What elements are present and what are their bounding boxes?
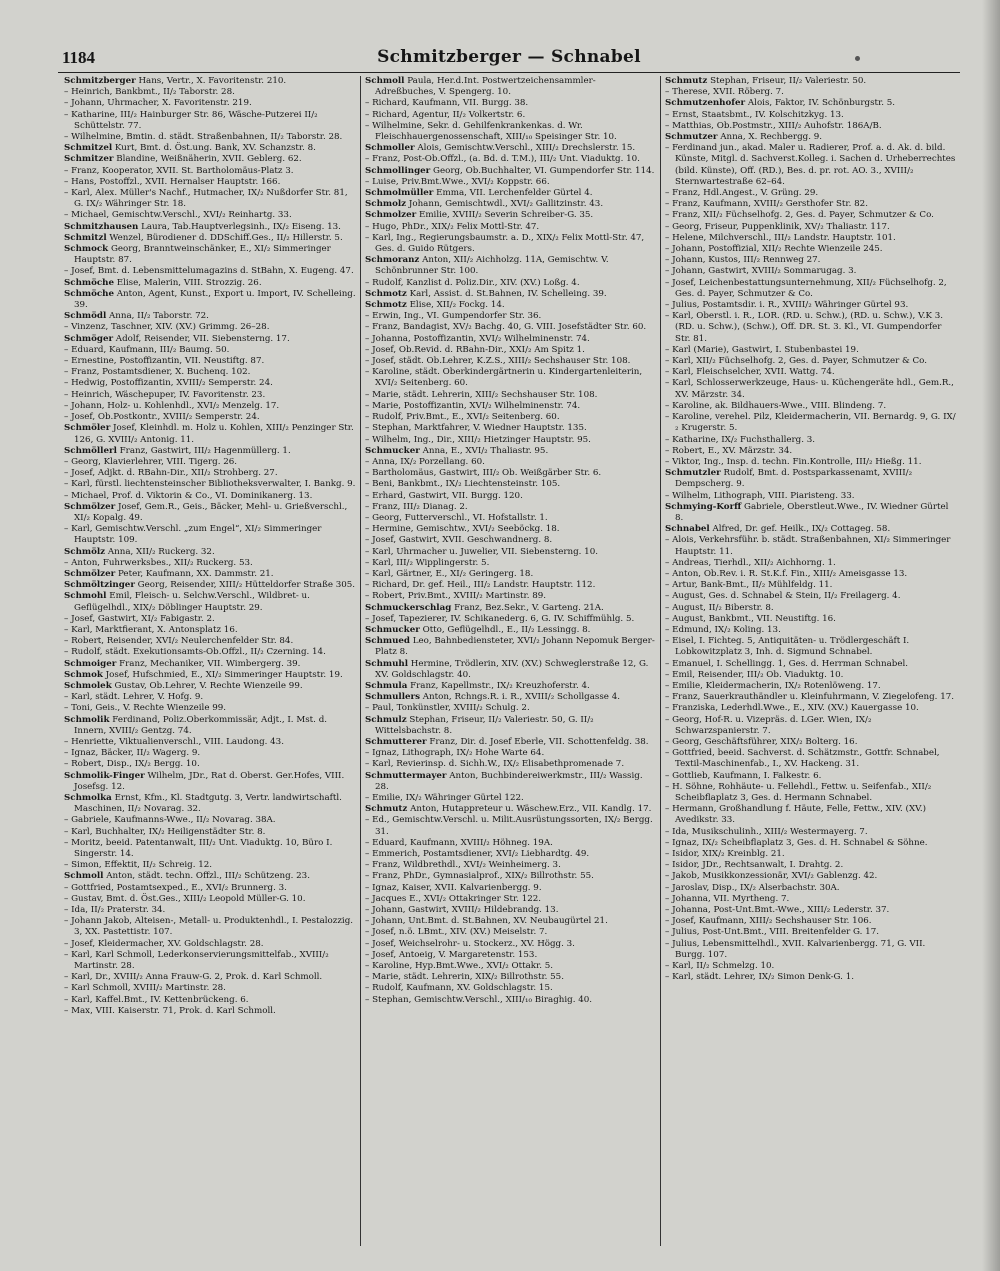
directory-entry: – Ignaz, IX/₂ Scheibflaplatz 3, Ges. d. H. Schnabel & Söhne.	[665, 837, 928, 848]
directory-entry: – Josef, Gastwirt, XVII. Geschwandnerg. 8.	[365, 535, 553, 546]
directory-entry: – Franz, III/₂ Dianag. 2.	[365, 501, 468, 512]
directory-entry: Schmoller Alois, Gemischtw.Verschl., XIII/₂ Drechslerstr. 15.	[365, 143, 636, 154]
directory-entry: – Karl, Uhrmacher u. Juwelier, VII. Siebensterng. 10.	[365, 546, 598, 557]
directory-entry: – Henriette, Viktualienverschl., VIII. Laudong. 43.	[64, 736, 284, 747]
directory-entry: – Karoline, ak. Bildhauers-Wwe., VIII. Blindeng. 7.	[665, 400, 887, 411]
directory-entry: Schmöger Adolf, Reisender, VII. Siebensterng. 17.	[64, 333, 290, 344]
directory-entry: – Johann, Gastwirt, XVIII/₂ Hildebrandg. 13.	[365, 905, 559, 916]
directory-entry: – Karl, XII/₂ Füchselhofg. 2, Ges. d. Payer, Schmutzer & Co.	[665, 356, 927, 367]
surname: Schmohl	[64, 591, 107, 602]
directory-entry: Schmucker Anna, E., XVI/₂ Thaliastr. 95.	[365, 445, 549, 456]
directory-entry: Schmutzenhofer Alois, Faktor, IV. Schönburgstr. 5.	[665, 98, 896, 109]
directory-entry: – Karl, Revierinsp. d. Sichh.W., IX/₂ Elisabethpromenade 7.	[365, 759, 625, 770]
directory-entry: – Ed., Gemischtw.Verschl. u. Milit.Ausrüstungssorten, IX/₂ Bergg. 31.	[365, 815, 653, 837]
directory-entry: – Michael, Gemischtw.Verschl., XVI/₂ Reinhartg. 33.	[64, 210, 292, 221]
directory-entry: – Josef, Ob.Revid. d. RBahn-Dir., XXI/₂ Am Spitz 1.	[365, 344, 585, 355]
surname: Schmying-Korff	[665, 501, 742, 512]
directory-entry: – Robert, Disp., IX/₂ Bergg. 10.	[64, 759, 200, 770]
directory-entry: – Katharine, III/₂ Hainburger Str. 86, Wäsche-Putzerei II/₂ Schüttelstr. 77.	[64, 109, 318, 131]
directory-entry: Schmohl Emil, Fleisch- u. Selchw.Verschl., Wildbret- u. Geflügelhdl., XIX/₂ Döblinger Hauptstr. 29.	[64, 591, 310, 613]
directory-entry: – Johann, Holz- u. Kohlenhdl., XVI/₂ Menzelg. 17.	[64, 400, 280, 411]
directory-entry: – Rudolf, Kanzlist d. Poliz.Dir., XIV. (XV.) Loßg. 4.	[365, 277, 580, 288]
directory-entry: Schmödl Anna, II/₂ Taborstr. 72.	[64, 311, 209, 322]
surname: Schmoll	[64, 871, 104, 882]
surname: Schmitzl	[64, 232, 107, 243]
surname: Schmuttermayer	[365, 770, 447, 781]
directory-entry: – Karl, II/₂ Schmelzg. 10.	[665, 961, 775, 972]
directory-entry: Schmolek Gustav, Ob.Lehrer, V. Rechte Wienzeile 99.	[64, 680, 303, 691]
directory-entry: – Karl, Gemischtw.Verschl. „zum Engel“, XI/₂ Simmeringer Hauptstr. 109.	[64, 524, 322, 546]
surname: Schmödl	[64, 311, 107, 322]
directory-entry: – Andreas, Tierhdl., XII/₂ Aichhorng. 1.	[665, 557, 836, 568]
directory-entry: Schmutzler Rudolf, Bmt. d. Postsparkassenamt, XVIII/₂ Dempscherg. 9.	[665, 468, 913, 490]
surname: Schmitzer	[64, 154, 114, 165]
directory-entry: – Erhard, Gastwirt, VII. Burgg. 120.	[365, 490, 523, 501]
surname: Schmolmüller	[365, 188, 434, 199]
directory-entry: Schmitzel Kurt, Bmt. d. Öst.ung. Bank, XV. Schanzstr. 8.	[64, 143, 316, 154]
page-number: 1184	[62, 48, 96, 67]
directory-entry: – Heinrich, Wäschepuper, IV. Favoritenstr. 23.	[64, 389, 266, 400]
surname: Schmolz	[365, 199, 407, 210]
directory-entry: – Anton, Ob.Rev. i. R. St.K.f. Fin., XIII/₂ Ameisgasse 13.	[665, 568, 908, 579]
directory-entry: – Robert, Priv.Bmt., XVIII/₂ Martinstr. 89.	[365, 591, 547, 602]
surname: Schmullers	[365, 692, 420, 703]
directory-entry: Schmued Leo, Bahnbediensteter, XVI/₂ Johann Nepomuk Berger-Platz 8.	[365, 636, 655, 658]
directory-entry: – Paul, Tonkünstler, XVIII/₂ Schulg. 2.	[365, 703, 530, 714]
directory-entry: – Josef, Ob.Postkontr., XVIII/₂ Semperstr. 24.	[64, 412, 260, 423]
directory-entry: – Karl, Schlosserwerkzeuge, Haus- u. Küchengeräte hdl., Gem.R., XV. Märzstr. 34.	[665, 378, 954, 400]
directory-entry: Schmoll Anton, städt. techn. Offzl., III/₂ Schützeng. 23.	[64, 871, 310, 882]
surname: Schmolzer	[365, 210, 417, 221]
directory-entry: Schnabel Alfred, Dr. gef. Heilk., IX/₂ Cottageg. 58.	[665, 524, 891, 535]
directory-entry: Schmuckerschlag Franz, Bez.Sekr., V. Garteng. 21A.	[365, 602, 604, 613]
surname: Schmotz	[365, 288, 407, 299]
directory-entry: – Therese, XVII. Röberg. 7.	[665, 87, 784, 98]
directory-entry: – Karl, städt. Lehrer, IX/₂ Simon Denk-G. 1.	[665, 972, 854, 983]
directory-entry: – Stephan, Marktfahrer, V. Wiedner Hauptstr. 135.	[365, 423, 587, 434]
directory-entry: – Franz, Post-Ob.Offzl., (a. Bd. d. T.M.), III/₂ Unt. Viaduktg. 10.	[365, 154, 640, 165]
directory-entry: – Karl, Marktfierant, X. Antonsplatz 16.	[64, 624, 238, 635]
directory-entry: Schmölzer Peter, Kaufmann, XX. Dammstr. 21.	[64, 568, 274, 579]
directory-entry: – Jacques E., XVI/₂ Ottakringer Str. 122.	[365, 893, 542, 904]
surname: Schmölzer	[64, 501, 116, 512]
directory-entry: – Julius, Post-Unt.Bmt., VIII. Breitenfelder G. 17.	[665, 927, 879, 938]
surname: Schmoller	[365, 143, 415, 154]
directory-entry: Schmutz Anton, Hutappreteur u. Wäschew.Erz., VII. Kandlg. 17.	[365, 804, 652, 815]
directory-entry: – Stephan, Gemischtw.Verschl., XIII/₁₀ Biraghig. 40.	[365, 994, 593, 1005]
directory-entry: – Julius, Postamtsdir. i. R., XVIII/₂ Währinger Gürtel 93.	[665, 300, 909, 311]
column-3	[660, 76, 960, 1246]
directory-entry: – Franz, Sauerkrauthändler u. Kleinfuhrmann, V. Ziegelofeng. 17.	[665, 692, 955, 703]
directory-columns	[60, 76, 960, 1246]
directory-entry: – Emmerich, Postamtsdiener, XVI/₂ Liebhardtg. 49.	[365, 849, 590, 860]
directory-entry: – Ferdinand jun., akad. Maler u. Radierer, Prof. a. d. Ak. d. bild. Künste, Mitgl. d. Sachverst.Kolleg. i. Sachen d. Urheberrechtes (bild. Künste), Off. (RD.), Bes. d. pr. rot. AO. 3., XVIII/₂ Sternwartestraße 62–64.	[665, 143, 956, 187]
page-header	[58, 46, 960, 73]
directory-entry: – Franz, PhDr., Gymnasialprof., XIX/₂ Billrothstr. 55.	[365, 871, 594, 882]
directory-entry: Schmolzer Emilie, XVIII/₂ Severin Schreiber-G. 35.	[365, 210, 594, 221]
directory-entry: – Eduard, Kaufmann, III/₂ Baumg. 50.	[64, 344, 230, 355]
directory-entry: – Georg, Futterverschl., VI. Hofstallstr. 1.	[365, 512, 548, 523]
directory-entry: – Josef, Weichselrohr- u. Stockerz., XV. Högg. 3.	[365, 938, 575, 949]
directory-entry: – Karl, fürstl. liechtensteinscher Bibliotheksverwalter, I. Bankg. 9.	[64, 479, 356, 490]
directory-entry: – Johann, Gastwirt, XVIII/₂ Sommarugag. 3.	[665, 266, 857, 277]
directory-entry: – Franz, Kooperator, XVII. St. Bartholomäus-Platz 3.	[64, 165, 294, 176]
surname: Schmutz	[365, 804, 408, 815]
directory-entry: Schmölzer Josef, Gem.R., Geis., Bäcker, Mehl- u. Grießverschl., XI/₂ Kopalg. 49.	[64, 501, 348, 523]
directory-entry: – Josef, Kleidermacher, XV. Goldschlagstr. 28.	[64, 938, 264, 949]
directory-entry: – Karoline, städt. Oberkindergärtnerin u. Kindergartenleiterin, XVI/₂ Seitenberg. 60.	[365, 367, 643, 389]
surname: Schmulz	[365, 714, 407, 725]
directory-entry: – Erwin, Ing., VI. Gumpendorfer Str. 36.	[365, 311, 542, 322]
directory-entry: Schmula Franz, Kapellmstr., IX/₂ Kreuzhoferstr. 4.	[365, 680, 590, 691]
surname: Schmöche	[64, 277, 114, 288]
surname: Schmoiger	[64, 658, 117, 669]
surname: Schmoranz	[365, 255, 420, 266]
directory-entry: – Franz, XII/₂ Füchselhofg. 2, Ges. d. Payer, Schmutzer & Co.	[665, 210, 934, 221]
directory-entry: – Wilhelmine, Bmtin. d. städt. Straßenbahnen, II/₂ Taborstr. 28.	[64, 132, 343, 143]
directory-entry: – Ignaz, Lithograph, IX/₂ Hohe Warte 64.	[365, 748, 545, 759]
directory-entry: – Josef, Bmt. d. Lebensmittelumagazins d. StBahn, X. Eugeng. 47.	[64, 266, 354, 277]
directory-entry: – Hermine, Gemischtw., XVI/₂ Seeböckg. 18.	[365, 524, 560, 535]
directory-entry: – Gottlieb, Kaufmann, I. Falkestr. 6.	[665, 770, 822, 781]
directory-entry: Schmok Josef, Hufschmied, E., XI/₂ Simmeringer Hauptstr. 19.	[64, 669, 343, 680]
surname: Schmutzler	[665, 468, 721, 479]
surname: Schmitzberger	[64, 76, 136, 86]
page-edge-shadow	[982, 0, 1000, 1271]
directory-entry: Schmolz Johann, Gemischtwdl., XVI/₂ Gallitzinstr. 43.	[365, 199, 604, 210]
directory-entry: – Karl Schmoll, XVIII/₂ Martinstr. 28.	[64, 983, 226, 994]
surname: Schmolek	[64, 680, 112, 691]
directory-entry: – H. Söhne, Rohhäute- u. Fellehdl., Fettw. u. Seifenfab., XII/₂ Scheibflaplatz 3, Ges. d. Hermann Schnabel.	[665, 781, 932, 803]
directory-entry: Schmying-Korff Gabriele, Oberstleut.Wwe., IV. Wiedner Gürtel 8.	[665, 501, 949, 523]
directory-entry: – Vinzenz, Taschner, XIV. (XV.) Grimmg. 26–28.	[64, 322, 270, 333]
surname: Schmucker	[365, 445, 420, 456]
surname: Schmollinger	[365, 165, 431, 176]
directory-entry: Schmotz Karl, Assist. d. St.Bahnen, IV. Schelleing. 39.	[365, 288, 607, 299]
directory-entry: Schmullers Anton, Rchngs.R. i. R., XVIII/₂ Schollgasse 4.	[365, 692, 620, 703]
directory-entry: – Josef, Gastwirt, XI/₂ Fabigastr. 2.	[64, 613, 215, 624]
directory-entry: – Johann, Kustos, III/₂ Rennweg 27.	[665, 255, 821, 266]
directory-entry: Schmock Georg, Branntweinschänker, E., XI/₂ Simmeringer Hauptstr. 87.	[64, 244, 331, 266]
directory-entry: – Johanna, Post-Unt.Bmt.-Wwe., XIII/₂ Lederstr. 37.	[665, 905, 890, 916]
directory-entry: – Josef, Antoeig, V. Margaretenstr. 153.	[365, 949, 538, 960]
directory-entry: – Richard, Agentur, II/₂ Volkertstr. 6.	[365, 109, 526, 120]
directory-entry: – Moritz, beeid. Patentanwalt, III/₂ Unt. Viaduktg. 10, Büro I. Singerstr. 14.	[64, 837, 333, 860]
directory-entry: Schmutterer Franz, Dir. d. Josef Eberle, VII. Schottenfeldg. 38.	[365, 736, 649, 747]
directory-entry: – Emilie, Kleidermacherin, IX/₂ Rotenlöweng. 17.	[665, 680, 881, 691]
directory-entry: – Richard, Dr. gef. Heil., III/₂ Landstr. Hauptstr. 112.	[365, 580, 596, 591]
directory-entry: – Artur, Bank-Bmt., II/₂ Mühlfeldg. 11.	[665, 580, 833, 591]
directory-entry: – Karl, Kaffel.Bmt., IV. Kettenbrückeng. 6.	[64, 994, 249, 1005]
surname: Schmolik-Finger	[64, 770, 145, 781]
directory-entry: – Josef, Leichenbestattungsunternehmung, XII/₂ Füchselhofg. 2, Ges. d. Payer, Schmutzer & Co.	[665, 277, 947, 299]
surname: Schmitzel	[64, 143, 113, 154]
surname: Schmok	[64, 669, 103, 680]
directory-entry: – Georg, Hof-R. u. Vizepräs. d. LGer. Wien, IX/₂ Schwarzspanierstr. 7.	[665, 714, 872, 736]
directory-entry: – Alois, Verkehrsführ. b. städt. Straßenbahnen, XI/₂ Simmeringer Hauptstr. 11.	[665, 535, 951, 557]
directory-entry: Schmitzer Blandine, Weißnäherin, XVII. Geblerg. 62.	[64, 154, 302, 165]
directory-entry: Schmutzer Anna, X. Rechbergg. 9.	[665, 132, 823, 143]
directory-entry: – Bartholomäus, Gastwirt, III/₂ Ob. Weißgärber Str. 6.	[365, 468, 602, 479]
directory-entry: Schmöltzinger Georg, Reisender, XIII/₂ Hütteldorfer Straße 305.	[64, 580, 356, 591]
directory-entry: – Katharine, IX/₂ Fuchsthallerg. 3.	[665, 434, 816, 445]
directory-entry: Schmoll Paula, Her.d.Int. Postwertzeichensammler-Adreßbuches, V. Spengerg. 10.	[365, 76, 596, 98]
directory-entry: – Georg, Geschäftsführer, XIX/₂ Bolterg. 16.	[665, 736, 858, 747]
surname: Schmutzenhofer	[665, 98, 746, 109]
directory-entry: – Karoline, verehel. Pilz, Kleidermacherin, VII. Bernardg. 9, G. IX/₂ Krugerstr. 5.	[665, 412, 956, 434]
directory-entry: – Franziska, Lederhdl.Wwe., E., XIV. (XV.) Kauergasse 10.	[665, 703, 919, 714]
surname: Schmölz	[64, 546, 106, 557]
directory-entry: – Ignaz, Kaiser, XVII. Kalvarienbergg. 9.	[365, 882, 542, 893]
directory-entry: – Karl, III/₂ Wipplingerstr. 5.	[365, 557, 490, 568]
surname: Schmutterer	[365, 736, 427, 747]
directory-entry: – Edmund, IX/₂ Koling. 13.	[665, 624, 781, 635]
surname: Schmuckerschlag	[365, 602, 452, 613]
surname: Schmöler	[64, 423, 111, 434]
directory-entry: Schmolka Ernst, Kfm., Kl. Stadtgutg. 3, Vertr. landwirtschaftl. Maschinen, II/₂ Novarag. 32.	[64, 793, 342, 815]
directory-entry: – Johann, Postoffizial, XII/₂ Rechte Wienzeile 245.	[665, 244, 883, 255]
directory-entry: – Eisel, I. Fichteg. 5, Antiquitäten- u. Trödlergeschäft I. Lobkowitzplatz 3, Inh. d. Sigmund Schnabel.	[665, 636, 910, 658]
directory-entry: – Johann, Unt.Bmt. d. St.Bahnen, XV. Neubaugürtel 21.	[365, 916, 608, 927]
directory-entry: – Karl, Oberstl. i. R., LOR. (RD. u. Schw.), (RD. u. Schw.), V.K 3. (RD. u. Schw.), (Schw.), Off. DR. St. 3. Kl., VI. Gumpendorfer Str. 81.	[665, 311, 944, 344]
directory-entry: Schmöche Elise, Malerin, VIII. Strozzig. 26.	[64, 277, 262, 288]
column-2	[360, 76, 660, 1246]
directory-entry: – Karl, Buchhalter, IX/₂ Heiligenstädter Str. 8.	[64, 826, 266, 837]
directory-entry: – Marie, städt. Lehrerin, XIII/₂ Sechshauser Str. 108.	[365, 389, 598, 400]
surname: Schmula	[365, 680, 408, 691]
directory-entry: – Ida, II/₂ Praterstr. 34.	[64, 905, 166, 916]
directory-entry: – Heinrich, Bankbmt., II/₂ Taborstr. 28.	[64, 87, 235, 98]
directory-entry: – Rudolf, Kaufmann, XV. Goldschlagstr. 15.	[365, 983, 553, 994]
surname: Schmitzhausen	[64, 221, 139, 232]
directory-entry: – Josef, Adjkt. d. RBahn-Dir., XII/₂ Strohberg. 27.	[64, 468, 278, 479]
surname: Schmuhl	[365, 658, 409, 669]
directory-entry: – August, II/₂ Biberstr. 8.	[665, 602, 774, 613]
surname: Schmöger	[64, 333, 114, 344]
directory-entry: – Johann Jakob, Alteisen-, Metall- u. Produktenhdl., I. Pestalozzig. 3, XX. Pastettistr. 107.	[64, 916, 354, 938]
directory-entry: – Johanna, VII. Myrtheng. 7.	[665, 893, 790, 904]
directory-entry: – Karl (Marie), Gastwirt, I. Stubenbastei 19.	[665, 344, 859, 355]
surname: Schmutzer	[665, 132, 718, 143]
directory-entry: – Anna, IX/₂ Porzellang. 60.	[365, 456, 485, 467]
directory-entry: – Gustav, Bmt. d. Öst.Ges., XIII/₂ Leopold Müller-G. 10.	[64, 893, 306, 904]
directory-entry: – Julius, Lebensmittelhdl., XVII. Kalvarienbergg. 71, G. VII. Burgg. 107.	[665, 938, 926, 960]
directory-entry: – Franz, Postamtsdiener, X. Buchenq. 102.	[64, 367, 251, 378]
directory-entry: – Isidor, XIX/₂ Kreinblg. 21.	[665, 849, 785, 860]
directory-entry: – Franz, Wildbrethdl., XVI/₂ Weinheimerg. 3.	[365, 860, 561, 871]
directory-entry: Schmöche Anton, Agent, Kunst., Export u. Import, IV. Schelleing. 39.	[64, 288, 356, 311]
directory-entry: Schmoranz Anton, XII/₂ Aichholzg. 11A, Gemischtw. V. Schönbrunner Str. 100.	[365, 255, 609, 277]
surname: Schmucker	[365, 624, 420, 635]
surname: Schmoll	[365, 76, 405, 86]
directory-entry: Schmotz Elise, XII/₂ Fockg. 14.	[365, 300, 505, 311]
surname: Schnabel	[665, 524, 710, 535]
directory-entry: Schmitzberger Hans, Vertr., X. Favoritenstr. 210.	[64, 76, 287, 86]
directory-entry: – Karl, Gärtner, E., XI/₂ Geringerg. 18.	[365, 568, 534, 579]
directory-entry: – Franz, Kaufmann, XVIII/₂ Gersthofer Str. 82.	[665, 199, 868, 210]
directory-entry: – Josef, Tapezierer, IV. Schikanederg. 6, G. IV. Schiffmühlg. 5.	[365, 613, 635, 624]
directory-entry: – Rudolf, städt. Exekutionsamts-Ob.Offzl., II/₂ Czerning. 14.	[64, 647, 326, 658]
directory-entry: – August, Bankbmt., VII. Neustiftg. 16.	[665, 613, 836, 624]
directory-entry: Schmuttermayer Anton, Buchbindereiwerkmstr., III/₂ Wassig. 28.	[365, 770, 643, 792]
directory-entry: – Ernestine, Postoffizantin, VII. Neustiftg. 87.	[64, 356, 265, 367]
directory-entry: – Karl, städt. Lehrer, V. Hofg. 9.	[64, 692, 204, 703]
directory-entry: – Simon, Effektit, II/₂ Schreig. 12.	[64, 860, 213, 871]
directory-entry: – Georg, Klavierlehrer, VIII. Tigerg. 26.	[64, 456, 238, 467]
directory-entry: – Michael, Prof. d. Viktorin & Co., VI. Dominikanerg. 13.	[64, 490, 313, 501]
directory-entry: – Wilhelm, Ing., Dir., XIII/₂ Hietzinger Hauptstr. 95.	[365, 434, 591, 445]
running-head: Schmitzberger — Schnabel	[377, 47, 641, 67]
directory-entry: – Gottfried, Postamtsexped., E., XVI/₂ Brunnerg. 3.	[64, 882, 287, 893]
directory-entry: – Franz, Bandagist, XV/₂ Bachg. 40, G. VIII. Josefstädter Str. 60.	[365, 322, 647, 333]
directory-entry: – Hans, Postoffzl., XVII. Hernalser Hauptstr. 166.	[64, 176, 281, 187]
directory-entry: Schmucker Otto, Geflügelhdl., E., II/₂ Lessingg. 8.	[365, 624, 591, 635]
directory-entry: – Viktor, Ing., Insp. d. techn. Fin.Kontrolle, III/₂ Hießg. 11.	[665, 456, 922, 467]
directory-entry: – Karl, Fleischselcher, XVII. Wattg. 74.	[665, 367, 835, 378]
directory-entry: – Emilie, IX/₂ Währinger Gürtel 122.	[365, 793, 524, 803]
surname: Schmock	[64, 244, 109, 255]
directory-entry: – Josef, Kaufmann, XIII/₂ Sechshauser Str. 106.	[665, 916, 872, 927]
directory-entry: – Max, VIII. Kaiserstr. 71, Prok. d. Karl Schmoll.	[64, 1005, 276, 1016]
directory-entry: – Karl, Dr., XVIII/₂ Anna Frauw-G. 2, Prok. d. Karl Schmoll.	[64, 972, 323, 983]
directory-entry: – Karoline, Hyp.Bmt.Wwe., XVI/₂ Ottakr. 5.	[365, 961, 554, 972]
directory-entry: – Hugo, PhDr., XIX/₂ Felix Mottl-Str. 47.	[365, 221, 540, 232]
surname: Schmöltzinger	[64, 580, 135, 591]
directory-entry: – Ida, Musikschulinh., XIII/₂ Westermayerg. 7.	[665, 826, 868, 837]
directory-entry: Schmoiger Franz, Mechaniker, VII. Wimbergerg. 39.	[64, 658, 301, 669]
directory-entry: Schmuhl Hermine, Trödlerin, XIV. (XV.) Schweglerstraße 12, G. XV. Goldschlagstr. 40.	[365, 658, 649, 680]
directory-entry: – Jakob, Musikkonzessionär, XVI/₂ Gablenzg. 42.	[665, 871, 878, 882]
directory-entry: – Gottfried, beeid. Sachverst. d. Schätzmstr., Gottfr. Schnabel, Textil-Maschinenfab., I., XV. Hackeng. 31.	[665, 748, 940, 770]
directory-entry: – Gabriele, Kaufmanns-Wwe., II/₂ Novarag. 38A.	[64, 815, 276, 826]
directory-entry: Schmolik Ferdinand, Poliz.Oberkommissär, Adjt., I. Mst. d. Innern, XVIII/₂ Gentzg. 74.	[64, 714, 328, 736]
directory-entry: Schmollinger Georg, Ob.Buchhalter, VI. Gumpendorfer Str. 114.	[365, 165, 655, 176]
directory-entry: – Rudolf, Priv.Bmt., E., XVI/₂ Seitenberg. 60.	[365, 412, 560, 423]
surname: Schmued	[365, 636, 410, 647]
directory-entry: – Helene, Milchverschl., III/₂ Landstr. Hauptstr. 101.	[665, 232, 896, 243]
directory-entry: – Karl, Ing., Regierungsbaumstr. a. D., XIX/₂ Felix Mottl-Str. 47, Ges. d. Guido Rütgers.	[365, 232, 645, 255]
surname: Schmöllerl	[64, 445, 117, 456]
directory-entry: – Josef, städt. Ob.Lehrer, K.Z.S., XIII/₂ Sechshauser Str. 108.	[365, 356, 631, 367]
directory-entry: – Robert, Reisender, XVI/₂ Neulerchenfelder Str. 84.	[64, 636, 294, 647]
directory-entry: – Matthias, Ob.Postmstr., XIII/₂ Auhofstr. 186A/B.	[665, 120, 882, 131]
directory-entry: Schmöler Josef, Kleinhdl. m. Holz u. Kohlen, XIII/₂ Penzinger Str. 126, G. XVIII/₂ Antonig. 11.	[64, 423, 354, 445]
directory-entry: – Johann, Uhrmacher, X. Favoritenstr. 219.	[64, 98, 252, 109]
directory-entry: Schmutz Stephan, Friseur, II/₂ Valeriestr. 50.	[665, 76, 867, 86]
print-speck	[855, 56, 860, 61]
surname: Schmolik	[64, 714, 110, 725]
directory-entry: – Georg, Friseur, Puppenklinik, XV/₂ Thaliastr. 117.	[665, 221, 890, 232]
directory-entry: – Jaroslav, Disp., IX/₂ Alserbachstr. 30A.	[665, 882, 840, 893]
directory-entry: – Karl, Karl Schmoll, Lederkonservierungsmittelfab., XVIII/₂ Martinstr. 28.	[64, 949, 329, 972]
directory-entry: Schmitzl Wenzel, Bürodiener d. DDSchiff.Ges., II/₂ Hillerstr. 5.	[64, 232, 343, 243]
directory-entry: Schmitzhausen Laura, Tab.Hauptverlegsinh., IX/₂ Eiseng. 13.	[64, 221, 341, 232]
directory-entry: – Richard, Kaufmann, VII. Burgg. 38.	[365, 98, 529, 109]
directory-entry: – Robert, E., XV. Märzstr. 34.	[665, 445, 793, 456]
directory-entry: – Eduard, Kaufmann, XVIII/₂ Höhneg. 19A.	[365, 837, 553, 848]
surname: Schmotz	[365, 300, 407, 311]
directory-entry: – Franz, Hdl.Angest., V. Grüng. 29.	[665, 188, 819, 199]
directory-entry: – Hedwig, Postoffizantin, XVIII/₂ Semperstr. 24.	[64, 378, 273, 389]
directory-entry: – Emanuel, I. Schellingg. 1, Ges. d. Herrman Schnabel.	[665, 658, 909, 669]
directory-entry: – Hermann, Großhandlung f. Häute, Felle, Fettw., XIV. (XV.) Avedikstr. 33.	[665, 804, 927, 826]
directory-entry: – August, Ges. d. Schnabel & Stein, II/₂ Freilagerg. 4.	[665, 591, 901, 602]
surname: Schmolka	[64, 793, 112, 803]
directory-entry: Schmöllerl Franz, Gastwirt, III/₂ Hagenmüllerg. 1.	[64, 445, 291, 456]
directory-entry: Schmolmüller Emma, VII. Lerchenfelder Gürtel 4.	[365, 188, 593, 199]
surname: Schmölzer	[64, 568, 116, 579]
surname: Schmutz	[665, 76, 708, 86]
directory-entry: – Beni, Bankbmt., IX/₂ Liechtensteinstr. 105.	[365, 479, 561, 490]
directory-entry: – Wilhelm, Lithograph, VIII. Piaristeng. 33.	[665, 490, 855, 501]
directory-entry: – Ignaz, Bäcker, II/₂ Wagerg. 9.	[64, 748, 201, 759]
directory-entry: – Wilhelmine, Sekr. d. Gehilfenkrankenkas. d. Wr. Fleischhauergenossenschaft, XIII/₁₀ Speisinger Str. 10.	[365, 120, 617, 143]
directory-entry: – Marie, Postoffizantin, XVI/₂ Wilhelminenstr. 74.	[365, 400, 581, 411]
directory-entry: – Marie, städt. Lehrerin, XIX/₂ Billrothstr. 55.	[365, 972, 564, 983]
directory-entry: Schmulz Stephan, Friseur, II/₂ Valeriestr. 50, G. II/₂ Wittelsbachstr. 8.	[365, 714, 594, 736]
column-1	[60, 76, 360, 1246]
directory-entry: – Karl, Alex. Müller's Nachf., Hutmacher, IX/₂ Nußdorfer Str. 81, G. IX/₂ Währinger Str. 18.	[64, 188, 348, 210]
directory-entry: – Isidor, JDr., Rechtsanwalt, I. Drahtg. 2.	[665, 860, 844, 871]
directory-entry: Schmolik-Finger Wilhelm, JDr., Rat d. Oberst. Ger.Hofes, VIII. Josefsg. 12.	[64, 770, 345, 792]
directory-entry: – Toni, Geis., V. Rechte Wienzeile 99.	[64, 703, 227, 714]
directory-entry: Schmölz Anna, XII/₂ Ruckerg. 32.	[64, 546, 215, 557]
directory-entry: – Luise, Priv.Bmt.Wwe., XVI/₂ Koppstr. 66.	[365, 176, 550, 187]
directory-entry: – Josef, n.ö. LBmt., XIV. (XV.) Meiselstr. 7.	[365, 927, 548, 938]
directory-entry: – Anton, Fuhrwerksbes., XII/₂ Ruckerg. 53.	[64, 557, 253, 568]
directory-entry: – Emil, Reisender, III/₂ Ob. Viaduktg. 10.	[665, 669, 844, 680]
surname: Schmöche	[64, 288, 114, 299]
directory-entry: – Johanna, Postoffizantin, XVI/₂ Wilhelminenstr. 74.	[365, 333, 590, 344]
directory-entry: – Ernst, Staatsbmt., IV. Kolschitzkyg. 13.	[665, 109, 844, 120]
